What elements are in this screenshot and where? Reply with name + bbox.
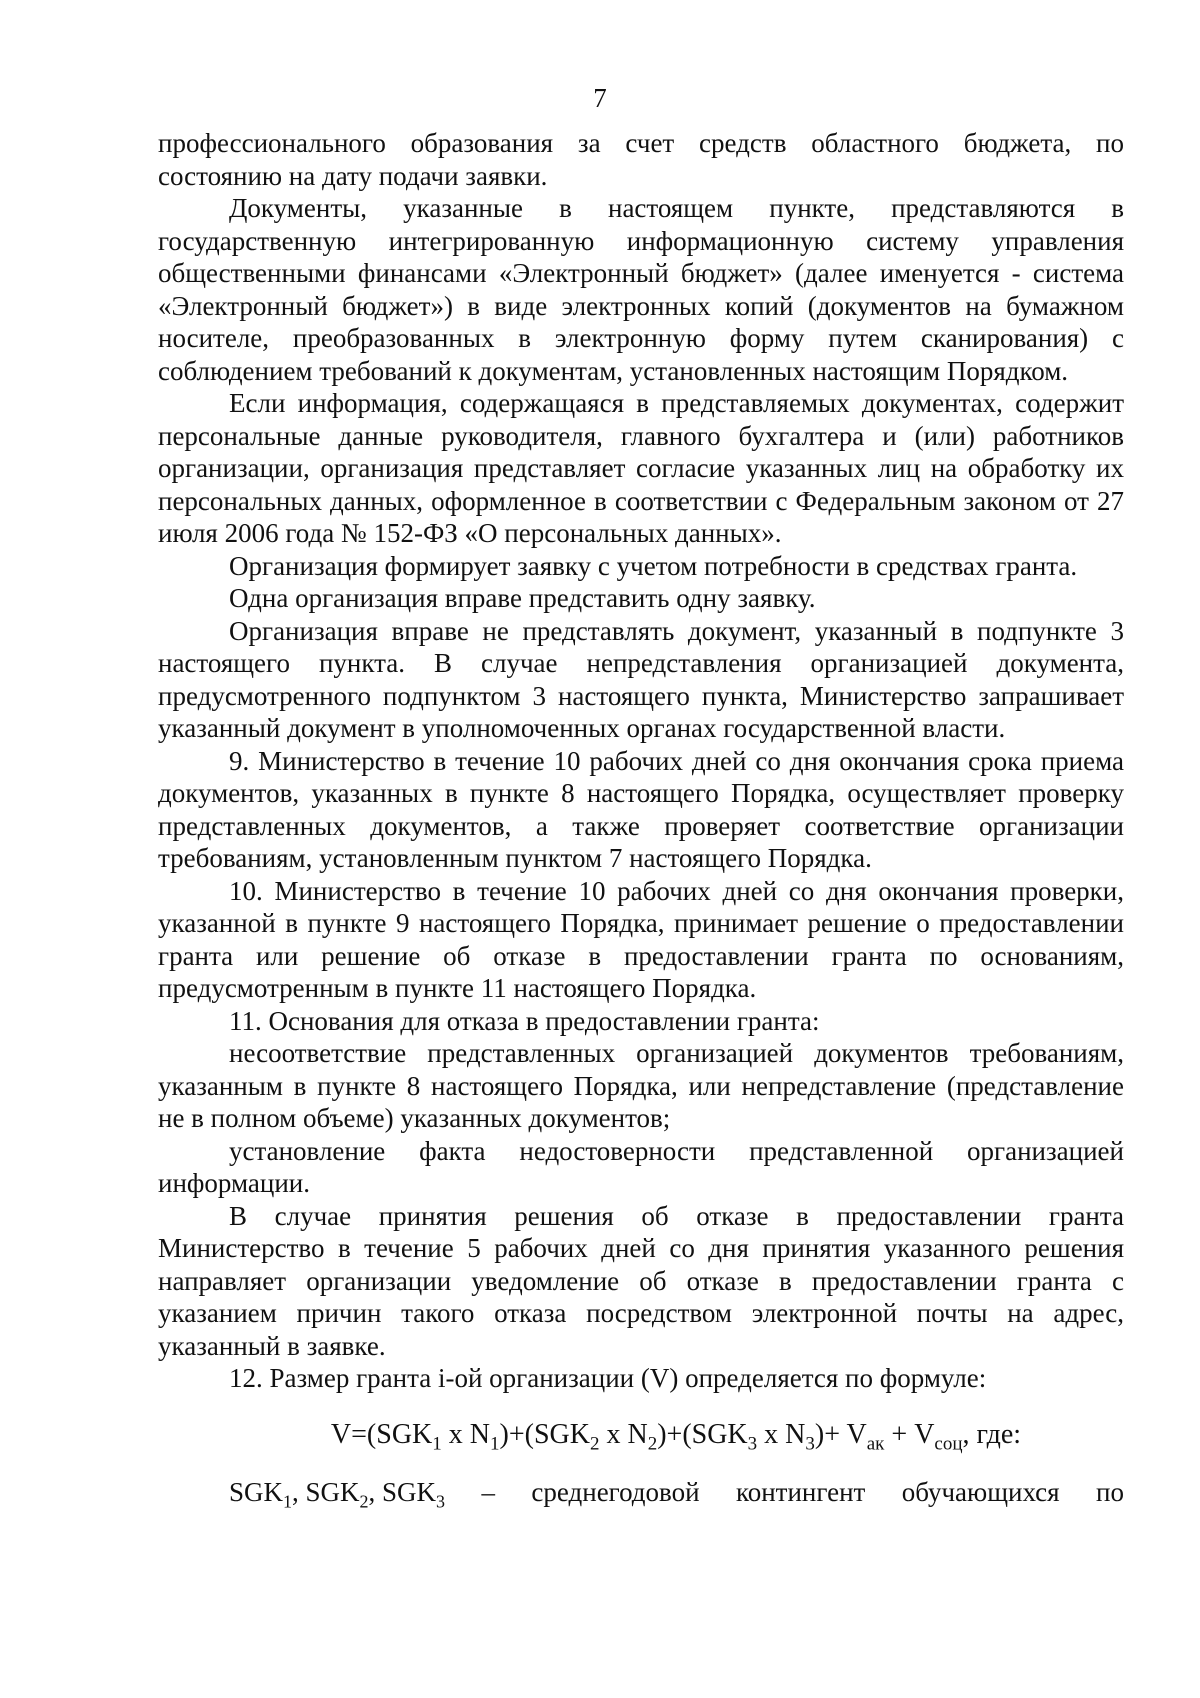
- paragraph: 12. Размер гранта i-ой организации (V) определяется по формуле:: [229, 1363, 987, 1393]
- paragraph: 9. Министерство в течение 10 рабочих дней со дня окончания срока приема документов, указанных в пункте 8 настоящего Порядка, осуществляет проверку представленных документов, а также проверяет соответствие организации требованиям, установленным пунктом 7 настоящего Порядка.: [158, 745, 1124, 873]
- definition-term: $SGK_1$, $SGK_2$, $SGK_3$: [229, 1476, 446, 1511]
- paragraph: Документы, указанные в настоящем пункте, представляются в государственную интегрированную информационную систему управления общественными финансами «Электронный бюджет» (далее именуется - система «Электронный бюджет») в виде электронных копий (документов на бумажном носителе, преобразованных в электронную форму путем сканирования) с соблюдением требований к документам, установленных настоящим Порядком.: [158, 193, 1124, 386]
- grant-formula: $V=(SGK_1$ x $N_1)+(SGK_2$ x $N_2)+(SGK_3$ x $N_3)+ V_{ак} + V_{соц}$, где:: [330, 1418, 1022, 1455]
- paragraph: профессионального образования за счет средств областного бюджета, по состоянию на дату подачи заявки.: [158, 128, 1124, 191]
- paragraph: 11. Основания для отказа в предоставлении гранта:: [229, 1005, 820, 1036]
- paragraph: Если информация, содержащаяся в представляемых документах, содержит персональные данные руководителя, главного бухгалтера и (или) работников организации, организация представляет согласие указанных лиц на обработку их персональных данных, оформленное в соответствии с Федеральным законом от 27 июля 2006 года № 152-ФЗ «О персональных данных».: [158, 388, 1124, 548]
- paragraph: В случае принятия решения об отказе в предоставлении гранта Министерство в течение 5 рабочих дней со дня принятия указанного решения направляет организации уведомление об отказе в предоставлении гранта с указанием причин такого отказа посредством электронной почты на адрес, указанный в заявке.: [158, 1200, 1124, 1361]
- paragraph: Одна организация вправе представить одну заявку.: [229, 583, 816, 613]
- paragraph: Организация формирует заявку с учетом потребности в средствах гранта.: [229, 550, 1078, 581]
- definition-word: по: [1096, 1476, 1124, 1507]
- definition-word: контингент: [735, 1476, 866, 1507]
- paragraph: установление факта недостоверности представленной организацией информации.: [158, 1135, 1124, 1198]
- definition-word: обучающихся: [901, 1476, 1060, 1507]
- paragraph: несоответствие представленных организацией документов требованиям, указанным в пункте 8 настоящего Порядка, или непредставление (представление не в полном объеме) указанных документов;: [158, 1038, 1124, 1133]
- definition-dash: –: [481, 1476, 495, 1507]
- formula-definition-line: [158, 1475, 1124, 1509]
- definition-word: среднегодовой: [531, 1476, 700, 1507]
- paragraph: Организация вправе не представлять документ, указанный в подпункте 3 настоящего пункта. В случае непредставления организацией документа, предусмотренного подпунктом 3 настоящего пункта, Министерство запрашивает указанный документ в уполномоченных органах государственной власти.: [158, 615, 1124, 743]
- page-number: 7: [593, 83, 607, 113]
- document-body: [158, 127, 1124, 1509]
- paragraph: 10. Министерство в течение 10 рабочих дней со дня окончания проверки, указанной в пункте 9 настоящего Порядка, принимает решение о предоставлении гранта или решение об отказе в предоставлении гранта по основаниям, предусмотренным в пункте 11 настоящего Порядка.: [158, 875, 1124, 1003]
